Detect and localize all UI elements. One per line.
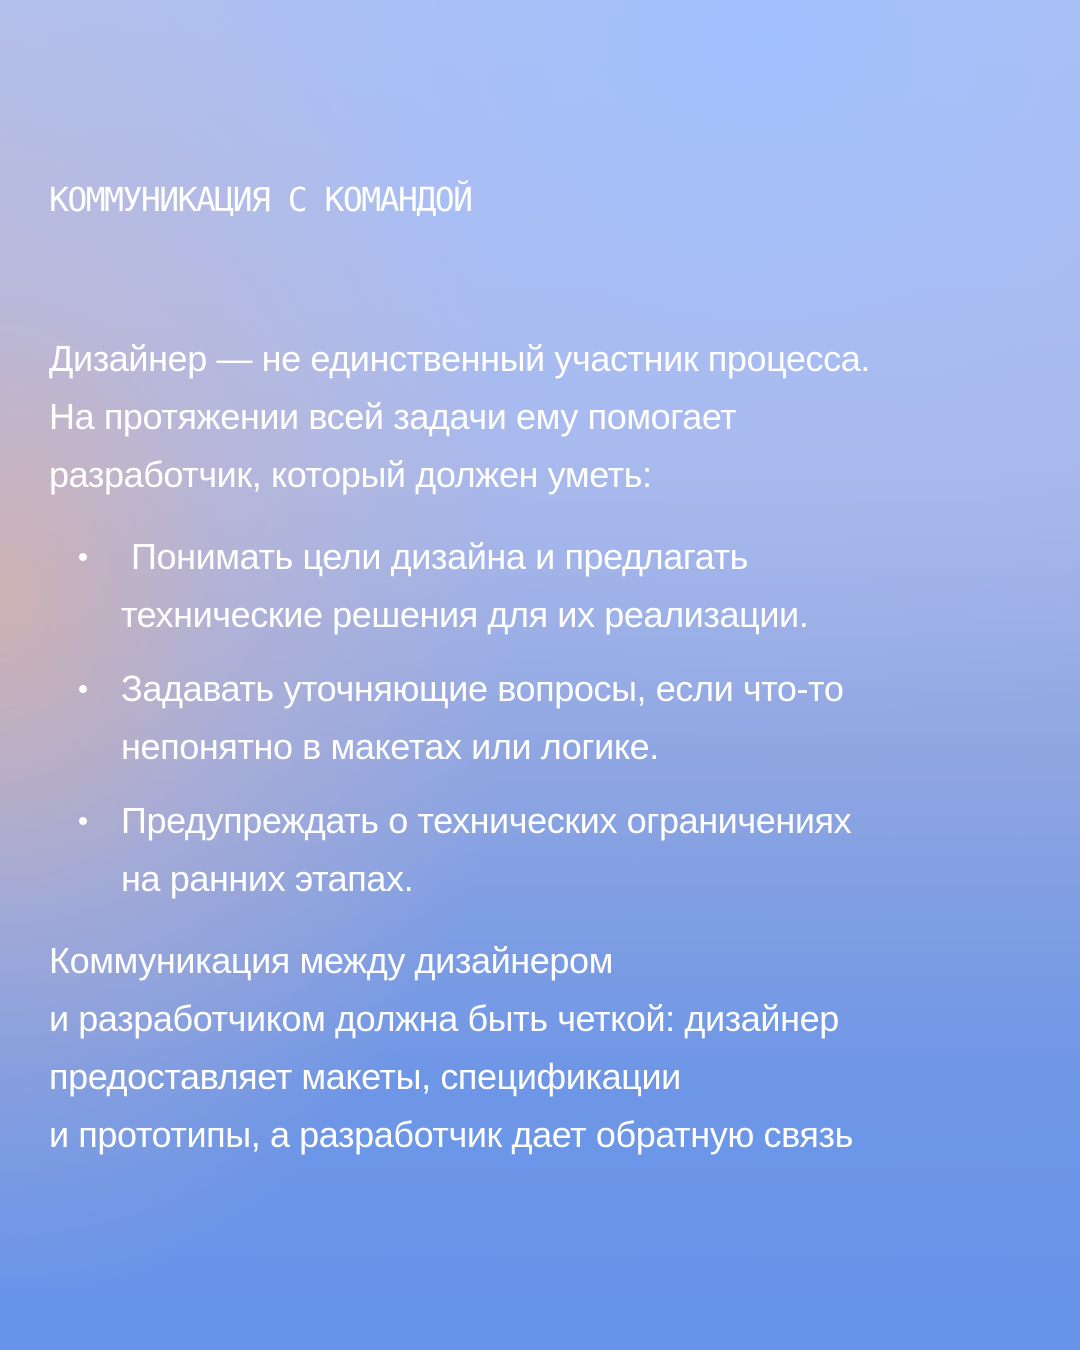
list-item xyxy=(0,528,1080,644)
list-item-line: на ранних этапах. xyxy=(121,858,414,899)
list-item-line: Задавать уточняющие вопросы, если что-то xyxy=(121,668,844,709)
list-item xyxy=(0,660,1080,776)
list-item-line: Предупреждать о технических ограничениях xyxy=(121,800,852,841)
list-item-line: непонятно в макетах или логике. xyxy=(121,726,659,767)
closing-line: Коммуникация между дизайнером xyxy=(49,940,613,981)
list-item-line: технические решения для их реализации. xyxy=(121,594,809,635)
list-item xyxy=(0,792,1080,908)
intro-line: Дизайнер — не единственный участник процесса. xyxy=(49,338,870,379)
closing-line: и прототипы, а разработчик дает обратную связь xyxy=(49,1114,853,1155)
closing-line: и разработчиком должна быть четкой: дизайнер xyxy=(49,998,839,1039)
closing-paragraph xyxy=(49,932,1029,1164)
bullet-icon xyxy=(79,817,87,825)
intro-line: На протяжении всей задачи ему помогает xyxy=(49,396,737,437)
skills-list xyxy=(0,528,1080,924)
closing-line: предоставляет макеты, спецификации xyxy=(49,1056,681,1097)
intro-paragraph xyxy=(49,330,1029,504)
bullet-icon xyxy=(79,553,87,561)
section-title: КОММУНИКАЦИЯ С КОМАНДОЙ xyxy=(49,180,472,219)
bullet-icon xyxy=(79,685,87,693)
list-item-line: Понимать цели дизайна и предлагать xyxy=(131,536,749,577)
intro-line: разработчик, который должен уметь: xyxy=(49,454,652,495)
